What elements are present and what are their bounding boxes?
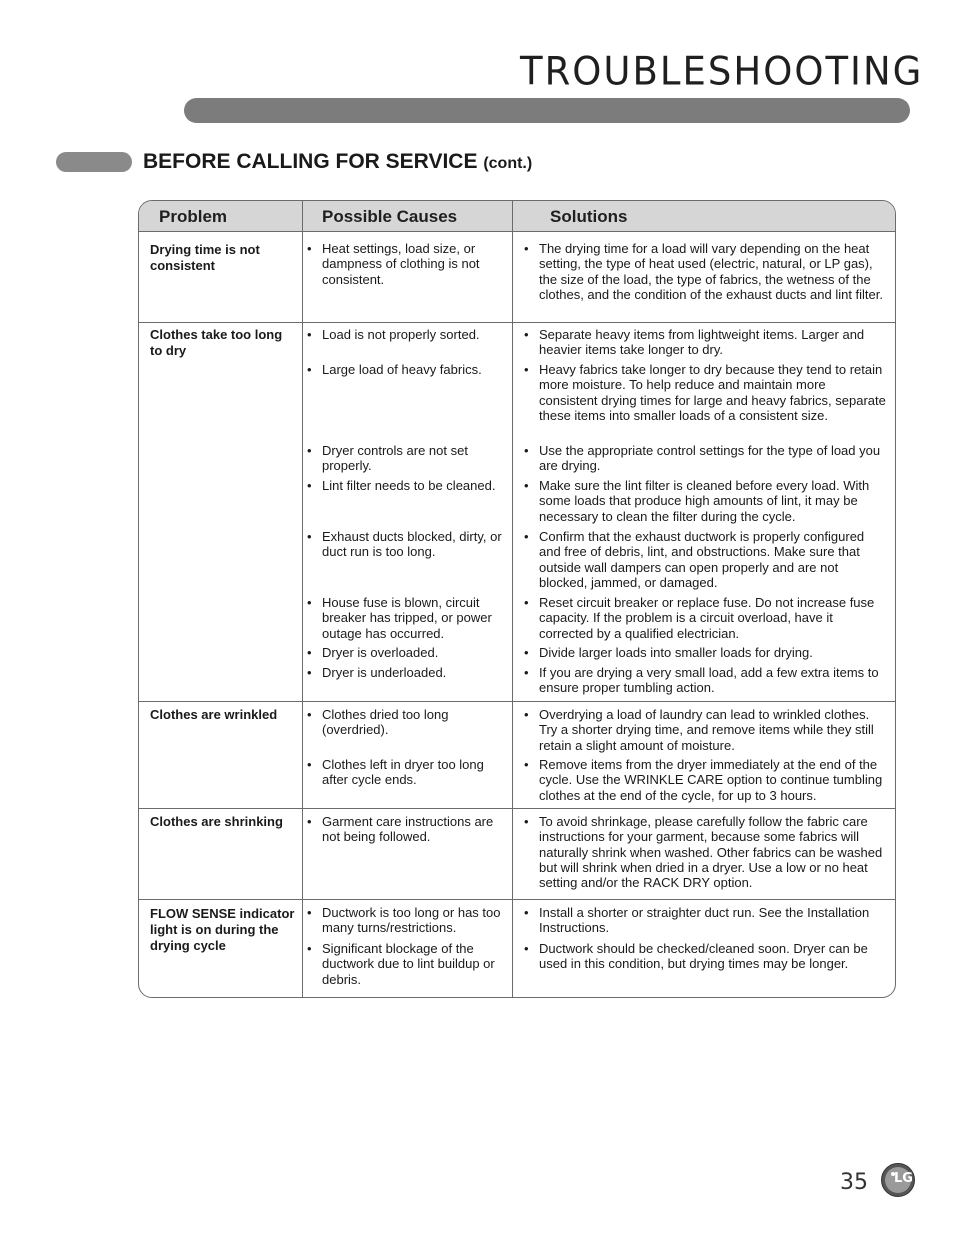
header-solutions: Solutions [550, 207, 628, 226]
header-problem: Problem [159, 207, 228, 226]
title-bar [184, 98, 910, 123]
column-divider [302, 201, 303, 997]
solution-item: • Remove items from the dryer immediately at the end of the cycle. Use the WRINKLE CARE option to continue tumbling clothes at the end of the cycle, for up to 3 hours. [524, 757, 883, 803]
cause-item: • Ductwork is too long or has too many turns/restrictions. [307, 905, 501, 936]
solution-item: • Ductwork should be checked/cleaned soon. Dryer can be used in this condition, but drying times may be longer. [524, 941, 868, 972]
solution-item: • Reset circuit breaker or replace fuse. Do not increase fuse capacity. If the problem is a circuit overload, have it corrected by a qualified electrician. [524, 595, 875, 641]
solution-item: • Use the appropriate control settings for the type of load you are drying. [524, 443, 881, 474]
section-pill [56, 152, 132, 172]
table-row [139, 809, 895, 900]
solution-item: • To avoid shrinkage, please carefully follow the fabric care instructions for your garment, because some fabrics will naturally shrink when washed. Other fabrics can be washed but will shrink when dried in a dryer. Use a low or no heat setting and/or the RACK DRY option. [524, 814, 883, 891]
lg-logo-text: LG [894, 1171, 913, 1186]
column-divider [512, 201, 513, 997]
lg-logo-icon [881, 1163, 915, 1197]
problem-cell: Clothes take too long to dry [150, 327, 283, 358]
problem-cell: Clothes are wrinkled [150, 707, 278, 722]
solution-item: • Divide larger loads into smaller loads for drying. [524, 645, 813, 660]
cause-item: • Load is not properly sorted. [307, 327, 480, 342]
cause-item: • Lint filter needs to be cleaned. [307, 478, 496, 493]
cause-item: • Dryer controls are not set properly. [307, 443, 468, 474]
table-row [139, 702, 895, 809]
header-possible-causes: Possible Causes [322, 207, 458, 226]
solution-item: • Confirm that the exhaust ductwork is properly configured and free of debris, lint, and obstructions. Make sure that outside wall dampers can open properly and are not blocked, jammed, or damaged. [524, 529, 865, 590]
solution-item: • Install a shorter or straighter duct run. See the Installation Instructions. [524, 905, 870, 936]
solution-item: • Make sure the lint filter is cleaned before every load. With some loads that produce high amounts of lint, it may be necessary to clean the filter during the cycle. [524, 478, 870, 524]
solution-item: • Heavy fabrics take longer to dry because they tend to retain more moisture. To help reduce and maintain more consistent drying times for large and heavy fabrics, separate these items into smaller loads of a consistent size. [524, 362, 886, 423]
cause-item: • Dryer is overloaded. [307, 645, 439, 660]
solution-item: • If you are drying a very small load, add a few extra items to ensure proper tumbling action. [524, 665, 879, 696]
problem-cell: Clothes are shrinking [150, 814, 283, 829]
section-heading [143, 148, 532, 178]
page-number: 35 [840, 1170, 868, 1195]
troubleshooting-table [138, 200, 896, 998]
table-row [139, 323, 895, 702]
cause-item: • Exhaust ducts blocked, dirty, or duct run is too long. [307, 529, 502, 560]
solution-item: • Overdrying a load of laundry can lead to wrinkled clothes. Try a shorter drying time, and remove items while they still retain a slight amount of moisture. [524, 707, 874, 753]
problem-cell: Drying time is not consistent [150, 242, 260, 273]
page-title: TROUBLESHOOTING [520, 48, 924, 95]
solution-item: • The drying time for a load will vary depending on the heat setting, the type of heat used (electric, natural, or LP gas), the size of the load, the type of fabrics, the wetness of the clothes, and the condition of the exhaust ducts and lint filter. [524, 241, 883, 302]
table-header [139, 201, 895, 232]
cause-item: • Heat settings, load size, or dampness of clothing is not consistent. [307, 241, 480, 287]
cause-item: • Significant blockage of the ductwork due to lint buildup or debris. [307, 941, 495, 987]
cause-item: • Large load of heavy fabrics. [307, 362, 482, 377]
section-heading-text: BEFORE CALLING FOR SERVICE [143, 150, 478, 173]
cause-item: • Clothes dried too long (overdried). [307, 707, 449, 738]
cause-item: • Clothes left in dryer too long after cycle ends. [307, 757, 484, 788]
section-heading-suffix: (cont.) [483, 155, 533, 172]
cause-item: • House fuse is blown, circuit breaker has tripped, or power outage has occurred. [307, 595, 492, 641]
problem-cell: FLOW SENSE indicator light is on during the drying cycle [150, 906, 295, 953]
table-row [139, 900, 895, 998]
solution-item: • Separate heavy items from lightweight items. Larger and heavier items take longer to dry. [524, 327, 865, 358]
cause-item: • Dryer is underloaded. [307, 665, 447, 680]
cause-item: • Garment care instructions are not being followed. [307, 814, 494, 845]
table-row [139, 232, 895, 323]
